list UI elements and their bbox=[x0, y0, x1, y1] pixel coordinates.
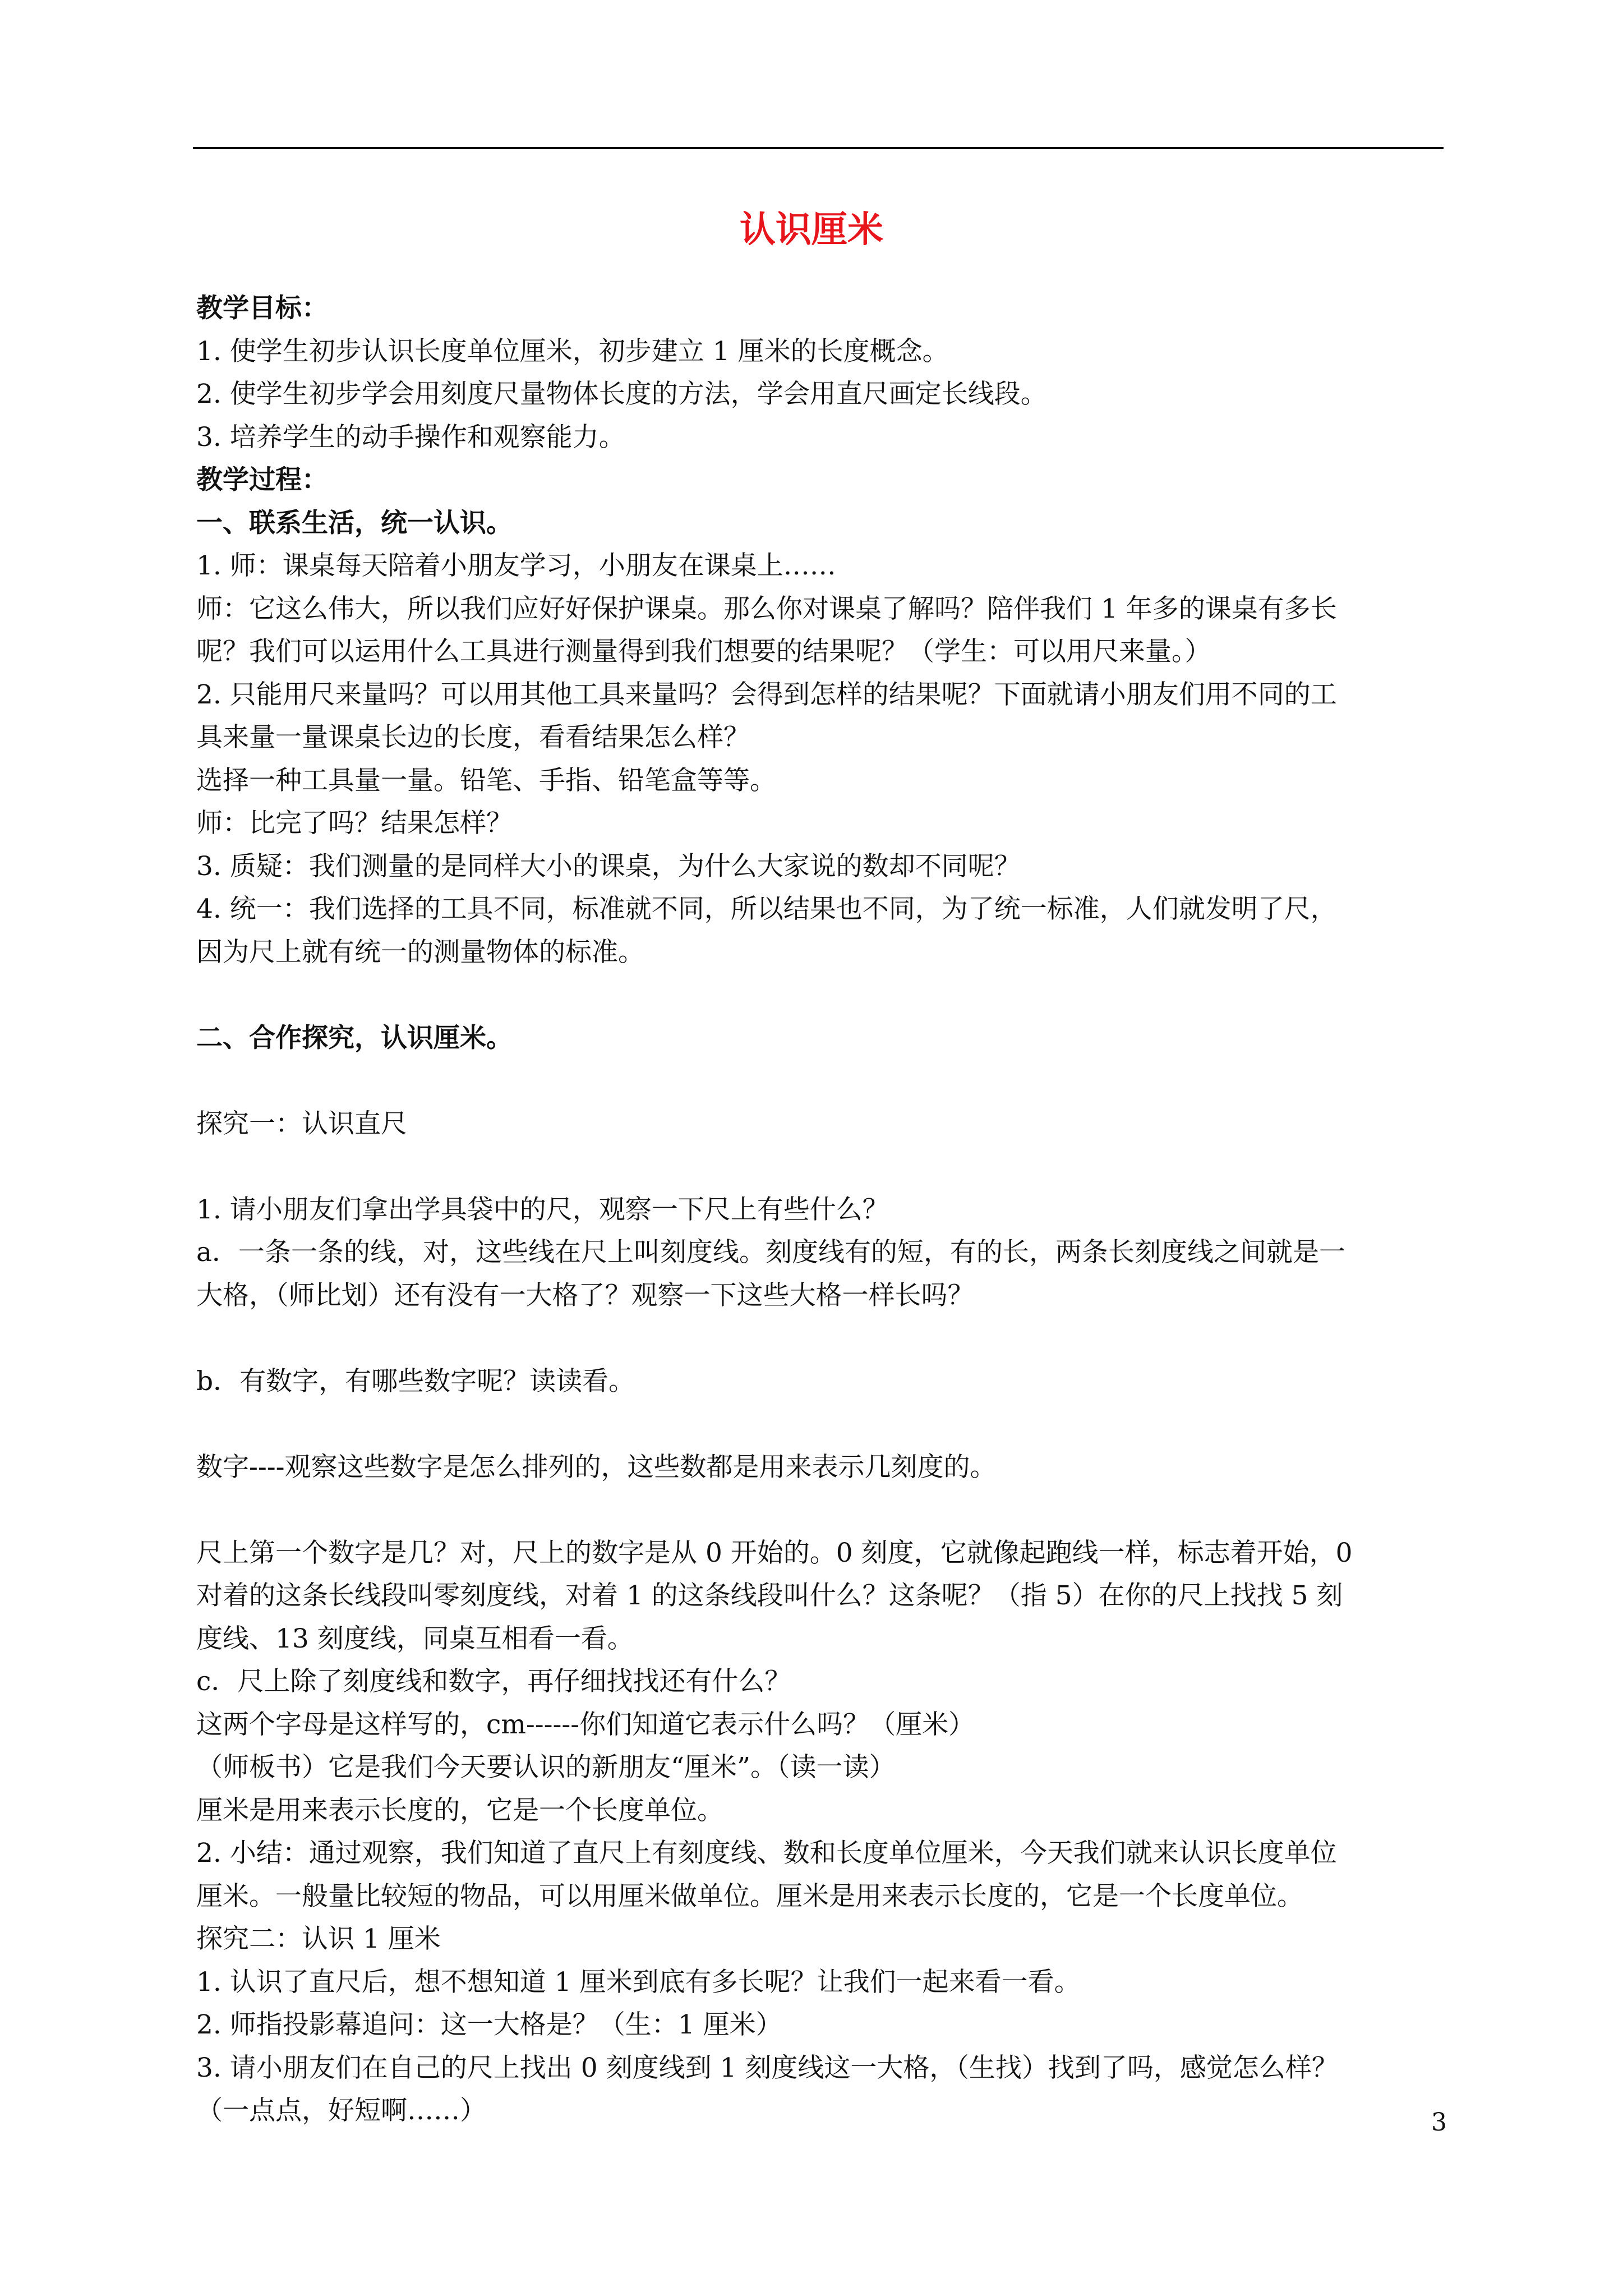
body-line: 厘米。一般量比较短的物品，可以用厘米做单位。厘米是用来表示长度的，它是一个长度单位。 bbox=[196, 1880, 1303, 1912]
body-line: 因为尺上就有统一的测量物体的标准。 bbox=[196, 936, 644, 968]
document-title: 认识厘米 bbox=[740, 209, 883, 251]
body-line: b．有数字，有哪些数字呢？读读看。 bbox=[196, 1365, 635, 1397]
section-heading: 二、合作探究，认识厘米。 bbox=[196, 1022, 513, 1053]
body-line: 大格，（师比划）还有没有一大格了？观察一下这些大格一样长吗？ bbox=[196, 1280, 974, 1311]
body-line: 1. 请小朋友们拿出学具袋中的尺，观察一下尺上有些什么？ bbox=[196, 1194, 889, 1225]
body-line: c．尺上除了刻度线和数字，再仔细找找还有什么？ bbox=[196, 1666, 791, 1697]
body-line: （师板书）它是我们今天要认识的新朋友“厘米”。（读一读） bbox=[196, 1752, 896, 1783]
body-line: a．一条一条的线，对，这些线在尺上叫刻度线。刻度线有的短，有的长，两条长刻度线之间就是一 bbox=[196, 1237, 1346, 1268]
body-line: 3. 培养学生的动手操作和观察能力。 bbox=[196, 421, 625, 453]
body-line: 1. 师：课桌每天陪着小朋友学习，小朋友在课桌上…… bbox=[196, 550, 836, 581]
body-line: 尺上第一个数字是几？对，尺上的数字是从 0 开始的。0 刻度，它就像起跑线一样，标志着开始，0 bbox=[196, 1537, 1353, 1568]
document-body bbox=[196, 287, 1441, 2133]
page-number: 3 bbox=[1431, 2108, 1447, 2137]
body-line: 3. 质疑：我们测量的是同样大小的课桌，为什么大家说的数却不同呢？ bbox=[196, 850, 1021, 882]
body-line: 具来量一量课桌长边的长度，看看结果怎么样？ bbox=[196, 722, 750, 753]
body-line: 厘米是用来表示长度的，它是一个长度单位。 bbox=[196, 1795, 723, 1826]
body-line: 选择一种工具量一量。铅笔、手指、铅笔盒等等。 bbox=[196, 765, 776, 796]
body-line: 2. 师指投影幕追问：这一大格是？（生：1 厘米） bbox=[196, 2009, 782, 2040]
body-line: 4. 统一：我们选择的工具不同，标准就不同，所以结果也不同，为了统一标准，人们就发明了尺， bbox=[196, 894, 1337, 924]
body-line: 1. 使学生初步认识长度单位厘米，初步建立 1 厘米的长度概念。 bbox=[196, 335, 949, 367]
body-line: 探究二：认识 1 厘米 bbox=[196, 1924, 441, 1954]
body-line: 探究一：认识直尺 bbox=[196, 1108, 407, 1139]
body-line: 师：它这么伟大，所以我们应好好保护课桌。那么你对课桌了解吗？陪伴我们 1 年多的课桌有多长 bbox=[196, 593, 1337, 624]
section-heading: 教学过程： bbox=[196, 464, 328, 495]
section-heading: 一、联系生活，统一认识。 bbox=[196, 507, 513, 539]
header-rule bbox=[193, 147, 1444, 149]
body-line: 度线、13 刻度线，同桌互相看一看。 bbox=[196, 1623, 634, 1654]
body-line: （一点点，好短啊……） bbox=[196, 2095, 486, 2126]
body-line: 这两个字母是这样写的，cm------你们知道它表示什么吗？（厘米） bbox=[196, 1709, 975, 1740]
body-line: 1. 认识了直尺后，想不想知道 1 厘米到底有多长呢？让我们一起来看一看。 bbox=[196, 1966, 1081, 1998]
body-line: 2. 只能用尺来量吗？可以用其他工具来量吗？会得到怎样的结果呢？下面就请小朋友们用不同的工 bbox=[196, 679, 1337, 710]
section-heading: 教学目标： bbox=[196, 293, 328, 324]
body-line: 2. 小结：通过观察，我们知道了直尺上有刻度线、数和长度单位厘米，今天我们就来认识长度单位 bbox=[196, 1838, 1337, 1869]
body-line: 呢？我们可以运用什么工具进行测量得到我们想要的结果呢？（学生：可以用尺来量。） bbox=[196, 636, 1211, 667]
body-line: 3. 请小朋友们在自己的尺上找出 0 刻度线到 1 刻度线这一大格，（生找）找到了吗，感觉怎么样？ bbox=[196, 2052, 1338, 2083]
body-line: 师：比完了吗？结果怎样？ bbox=[196, 808, 513, 839]
body-line: 数字----观察这些数字是怎么排列的，这些数都是用来表示几刻度的。 bbox=[196, 1451, 997, 1483]
body-line: 2. 使学生初步学会用刻度尺量物体长度的方法，学会用直尺画定长线段。 bbox=[196, 379, 1047, 409]
body-line: 对着的这条长线段叫零刻度线，对着 1 的这条线段叫什么？这条呢？（指 5）在你的尺上找找 5 刻 bbox=[196, 1580, 1343, 1611]
